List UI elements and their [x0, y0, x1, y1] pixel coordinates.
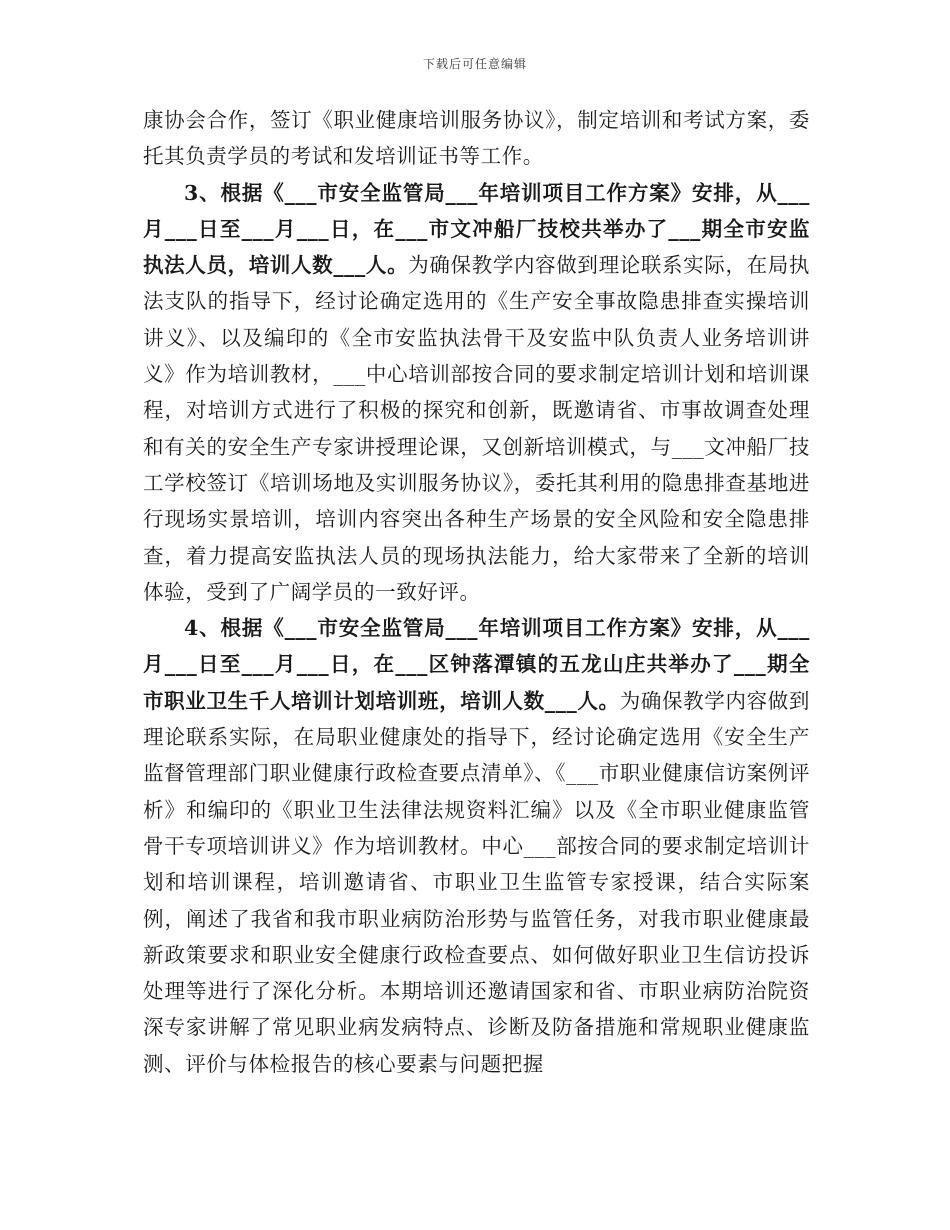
paragraph-text: 康协会合作，签订《职业健康培训服务协议》，制定培训和考试方案，委托其负责学员的考试和发培训证书等工作。: [143, 108, 810, 169]
paragraph-bold-text: 4、根据《___市安全监管局___年培训项目工作方案》安排，从___月___日至___月___日，在___区钟落潭镇的五龙山庄共举办了___期全市职业卫生千人培训计划培训班，培训人数___人。: [143, 616, 810, 713]
paragraph-text: 为确保教学内容做到理论联系实际，在局职业健康处的指导下，经讨论确定选用《安全生产监督管理部门职业健康行政检查要点清单》、《___市职业健康信访案例评析》和编印的《职业卫生法律法规资料汇编》以及《全市职业健康监管骨干专项培训讲义》作为培训教材。中心___部按合同的要求制定培训计划和培训课程，培训邀请省、市职业卫生监管专家授课，结合实际案例，阐述了我省和我市职业病防治形势与监管任务，对我市职业健康最新政策要求和职业安全健康行政检查要点、如何做好职业卫生信访投诉处理等进行了深化分析。本期培训还邀请国家和省、市职业病防治院资深专家讲解了常见职业病发病特点、诊断及防备措施和常规职业健康监测、评价与体检报告的核心要素与问题把握: [143, 688, 810, 1076]
paragraph-item-4: [143, 610, 810, 1082]
paragraph-bold-text: 3、根据《___市安全监管局___年培训项目工作方案》安排，从___月___日至___月___日，在___市文冲船厂技校共举办了___期全市安监执法人员，培训人数___人。: [143, 180, 810, 278]
document-body: [143, 102, 810, 1082]
page-header: 下载后可任意编辑: [422, 57, 527, 71]
paragraph-item-3: [143, 175, 810, 611]
paragraph-text: 为确保教学内容做到理论联系实际，在局执法支队的指导下，经讨论确定选用的《生产安全事故隐患排查实操培训讲义》、以及编印的《全市安监执法骨干及安监中队负责人业务培训讲义》作为培训教材，___中心培训部按合同的要求制定培训计划和培训课程，对培训方式进行了积极的探究和创新，既邀请省、市事故调查处理和有关的安全生产专家讲授理论课，又创新培训模式，与___文冲船厂技工学校签订《培训场地及实训服务协议》，委托其利用的隐患排查基地进行现场实景培训，培训内容突出各种生产场景的安全风险和安全隐患排查，着力提高安监执法人员的现场执法能力，给大家带来了全新的培训体验，受到了广阔学员的一致好评。: [143, 253, 810, 604]
paragraph-continuation: [143, 102, 810, 175]
